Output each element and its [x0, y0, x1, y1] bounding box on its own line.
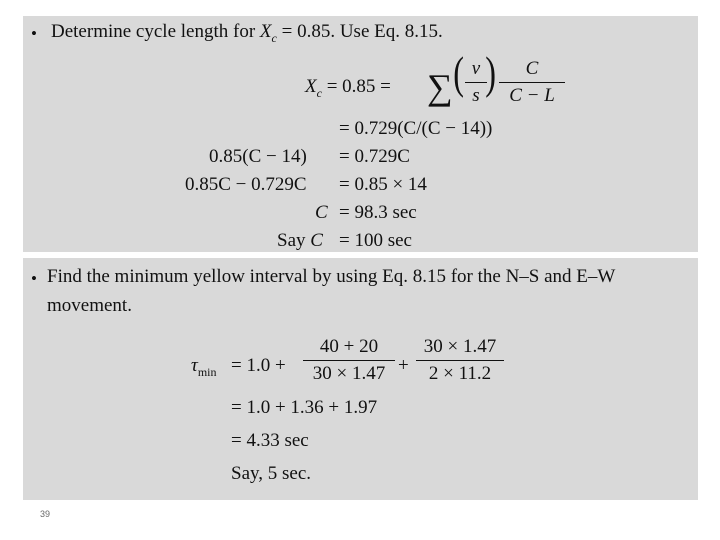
tau-subscript: min — [197, 364, 217, 379]
xc-variable: X — [305, 76, 317, 97]
fraction-1-denominator: 30 × 1.47 — [312, 363, 386, 385]
equation-line-3-rhs: = 0.729C — [339, 146, 410, 167]
equation-line-5-lhs: C — [315, 202, 328, 223]
right-paren: ) — [485, 47, 497, 98]
equation-line-6-lhs — [277, 230, 323, 252]
summation-symbol: ∑ — [427, 67, 453, 107]
yellow-interval-heading-line-1: Find the minimum yellow interval by using Eq. 8.15 for the N–S and E–W — [47, 266, 616, 287]
cycle-length-heading — [51, 21, 443, 46]
yellow-interval-heading-line-2: movement. — [47, 295, 132, 316]
heading-suffix: = 0.85. Use Eq. 8.15. — [276, 21, 443, 42]
fraction-s: s — [472, 85, 480, 107]
fraction-2-denominator: 2 × 11.2 — [428, 363, 492, 385]
equation-line-5-rhs: = 98.3 sec — [339, 202, 417, 223]
equation-line-4-rhs: = 0.85 × 14 — [339, 174, 427, 195]
fraction-c-over-c-minus-l — [499, 58, 565, 107]
yellow-interval-panel — [23, 258, 698, 500]
equation-line-4-lhs: 0.85C − 0.729C — [185, 174, 307, 195]
equation-start: = 1.0 + — [231, 355, 286, 376]
fraction-c: C — [525, 58, 539, 79]
fraction-v: v — [471, 58, 481, 79]
heading-variable: X — [259, 21, 272, 42]
equation-line-2: = 0.729(C/(C − 14)) — [339, 118, 493, 139]
fraction-v-over-s — [465, 58, 487, 107]
heading-variable-subscript: c — [271, 30, 277, 45]
fraction-bar — [303, 360, 395, 361]
equation-line-2: = 1.0 + 1.36 + 1.97 — [231, 397, 378, 418]
c-variable: C — [310, 230, 323, 251]
page-number: 39 — [40, 509, 51, 519]
fraction-1 — [303, 336, 395, 385]
equation-line-3: = 4.33 sec — [231, 430, 309, 451]
heading-prefix: Determine cycle length for — [51, 21, 260, 42]
left-paren: ( — [453, 47, 465, 98]
say-label: Say — [277, 230, 311, 251]
fraction-bar — [416, 360, 504, 361]
xc-subscript: c — [316, 85, 322, 100]
bullet-2: • — [31, 269, 37, 288]
tau-min-label — [191, 355, 216, 380]
equals-085: = 0.85 = — [321, 76, 391, 97]
fraction-bar — [499, 82, 565, 83]
fraction-bar — [465, 82, 487, 83]
plus-sign: + — [398, 355, 409, 376]
fraction-2-numerator: 30 × 1.47 — [423, 336, 497, 357]
fraction-c-minus-l: C − L — [509, 85, 555, 107]
equation-line-4: Say, 5 sec. — [231, 463, 312, 484]
fraction-1-numerator: 40 + 20 — [319, 336, 379, 357]
equation-line-1-lhs — [305, 76, 391, 101]
fraction-2 — [416, 336, 504, 385]
bullet-1: • — [31, 24, 37, 43]
tau-symbol: τ — [191, 355, 198, 376]
cycle-length-panel — [23, 16, 698, 252]
equation-line-3-lhs: 0.85(C − 14) — [209, 146, 307, 167]
equation-line-6-rhs: = 100 sec — [339, 230, 412, 251]
